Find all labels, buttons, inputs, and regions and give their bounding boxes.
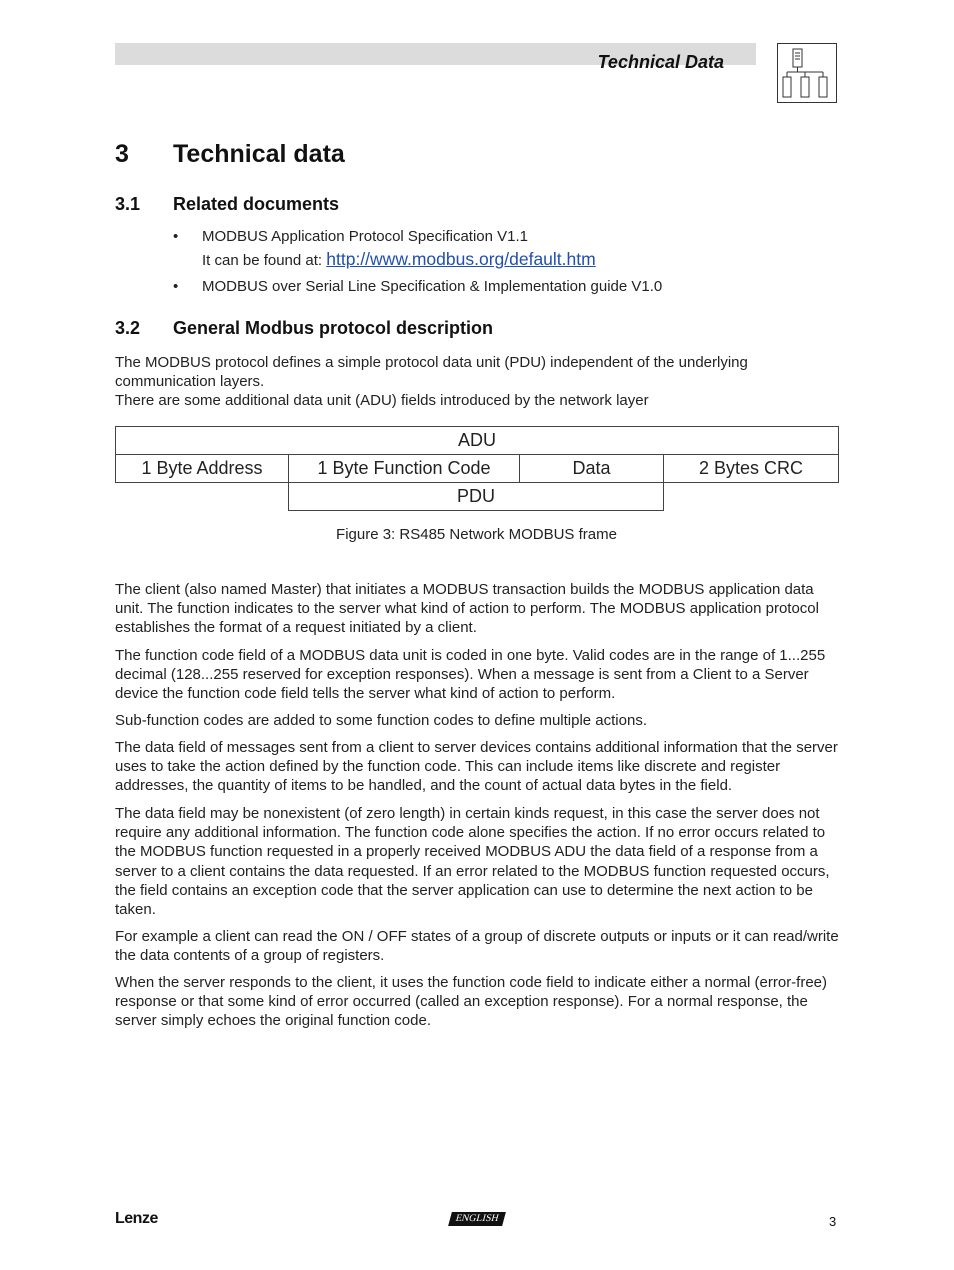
body-paragraph: The client (also named Master) that initiates a MODBUS transaction builds the MODBUS application data unit. The function indicates to the server what kind of action to perform. The MODBUS application protocol establishes the format of a request initiated by a client.: [115, 581, 819, 637]
data-cell: Data: [520, 455, 664, 483]
subsection-title: Related documents: [173, 194, 340, 214]
figure-caption: Figure 3: RS485 Network MODBUS frame: [336, 526, 617, 543]
language-badge: ENGLISH: [448, 1212, 506, 1226]
intro-line: The MODBUS protocol defines a simple protocol data unit (PDU) independent of the underlying communication layers.: [115, 354, 748, 391]
crc-cell: 2 Bytes CRC: [664, 455, 839, 483]
section-title: Technical data: [173, 140, 345, 168]
body-paragraph: The data field may be nonexistent (of zero length) in certain kinds request, in this case the server does not require any additional information. The function code alone specifies the action. If no error occurs related to the MODBUS function requested in a properly received MODBUS ADU the data field of a response from a server to a client contains the data requested. If an error related to the MODBUS function requested occurs, the field contains an exception code that the server application can use to determine the next action to be taken.: [115, 805, 830, 919]
adu-cell: ADU: [116, 427, 839, 455]
list-item-text: MODBUS over Serial Line Specification & Implementation guide V1.0: [202, 278, 663, 295]
list-item-subtext: [202, 249, 596, 270]
subsection-heading-3-1: [115, 194, 339, 215]
link-prefix: It can be found at:: [202, 252, 327, 269]
body-paragraph: The data field of messages sent from a client to server devices contains additional information that the server uses to take the action defined by the function code. This can include items like discrete and register addresses, the quantity of items to be handled, and the count of actual data bytes in the field.: [115, 739, 838, 795]
address-cell: 1 Byte Address: [116, 455, 289, 483]
subsection-heading-3-2: [115, 318, 493, 339]
brand-logo: Lenze: [115, 1210, 158, 1227]
subsection-number: 3.2: [115, 318, 141, 338]
modbus-link[interactable]: http://www.modbus.org/default.htm: [326, 249, 596, 269]
section-heading: [115, 140, 345, 169]
body-paragraph: When the server responds to the client, it uses the function code field to indicate either a normal (error-free) response or that some kind of error occurred (called an exception response). For a normal response, the server simply echoes the original function code.: [115, 974, 828, 1030]
pdu-cell: PDU: [289, 483, 664, 511]
function-code-cell: 1 Byte Function Code: [289, 455, 520, 483]
body-paragraph: The function code field of a MODBUS data unit is coded in one byte. Valid codes are in the range of 1...255 decimal (128...255 reserved for exception responses). When a message is sent from a Client to a Server device the function code field tells the server what kind of action to perform.: [115, 647, 826, 703]
empty-cell: [664, 483, 839, 511]
modbus-frame-table: [115, 426, 839, 511]
header-title: Technical Data: [597, 52, 724, 72]
section-number: 3: [115, 140, 129, 168]
body-paragraph: Sub-function codes are added to some function codes to define multiple actions.: [115, 712, 647, 729]
body-paragraph: For example a client can read the ON / OFF states of a group of discrete outputs or inputs or it can read/write the data contents of a group of registers.: [115, 928, 839, 965]
page-number: 3: [829, 1214, 837, 1229]
intro-line: There are some additional data unit (ADU) fields introduced by the network layer: [115, 392, 649, 410]
empty-cell: [116, 483, 289, 511]
list-item-text: MODBUS Application Protocol Specification V1.1: [202, 228, 528, 245]
bullet-icon: •: [173, 278, 179, 295]
intro-paragraph: [115, 353, 843, 411]
network-bus-icon: [777, 43, 837, 103]
subsection-number: 3.1: [115, 194, 141, 214]
subsection-title: General Modbus protocol description: [173, 318, 494, 338]
bullet-icon: •: [173, 228, 179, 245]
